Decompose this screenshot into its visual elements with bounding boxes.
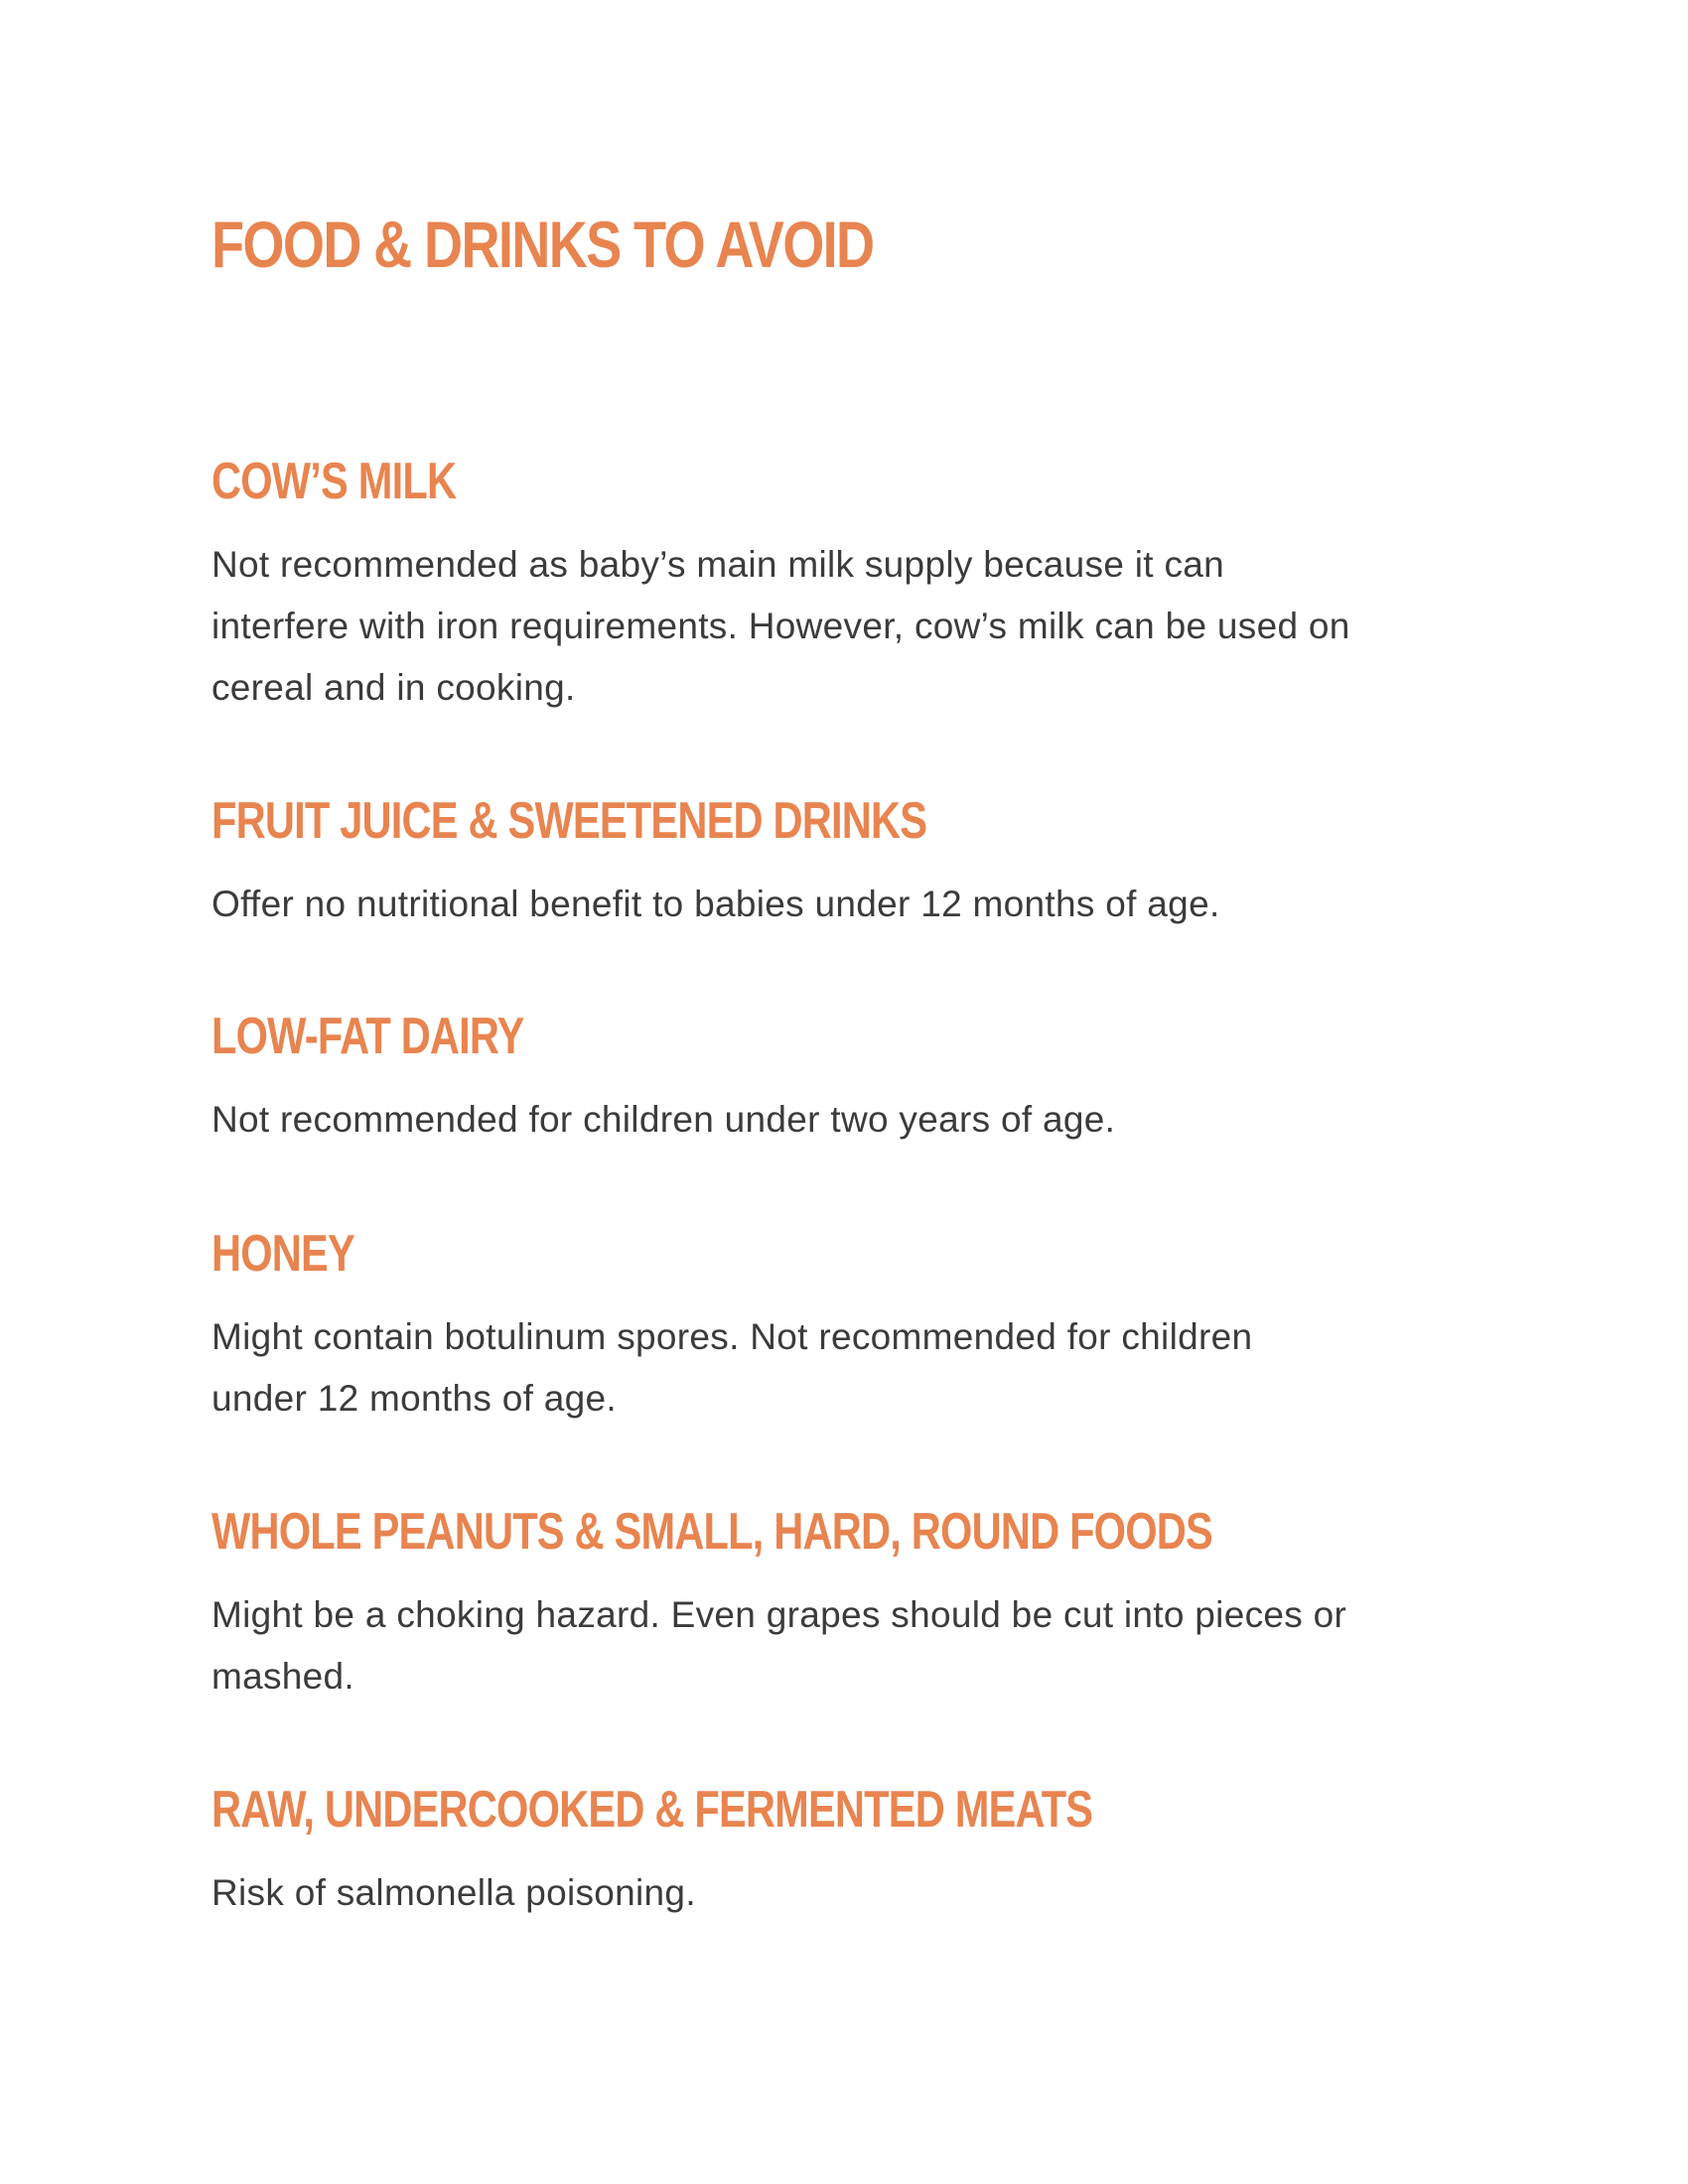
section-body <box>211 874 1482 935</box>
section-heading: HONEY <box>211 1225 354 1283</box>
section-whole-peanuts <box>211 1497 1482 1707</box>
section-honey <box>211 1219 1482 1430</box>
section-body <box>211 1584 1482 1707</box>
body-line: Might be a choking hazard. Even grapes should be cut into pieces or <box>211 1594 1347 1635</box>
body-line: under 12 months of age. <box>211 1378 618 1419</box>
section-body <box>211 534 1482 719</box>
body-line: Offer no nutritional benefit to babies under 12 months of age. <box>211 884 1220 924</box>
section-fruit-juice <box>211 786 1482 935</box>
body-line: Might contain botulinum spores. Not recommended for children <box>211 1316 1253 1357</box>
section-heading: WHOLE PEANUTS & SMALL, HARD, ROUND FOODS <box>211 1503 1212 1561</box>
body-line: interfere with iron requirements. However, cow’s milk can be used on <box>211 606 1350 646</box>
section-body <box>211 1306 1482 1430</box>
section-heading: LOW-FAT DAIRY <box>211 1008 524 1065</box>
section-raw-meats <box>211 1775 1482 1924</box>
section-low-fat-dairy <box>211 1002 1482 1151</box>
body-line: Not recommended for children under two years of age. <box>211 1099 1116 1140</box>
section-heading: FRUIT JUICE & SWEETENED DRINKS <box>211 792 927 850</box>
document-content <box>211 197 1482 1913</box>
body-line: Not recommended as baby’s main milk supply because it can <box>211 544 1225 585</box>
body-line: cereal and in cooking. <box>211 667 576 708</box>
section-heading: COW’S MILK <box>211 453 457 510</box>
body-line: mashed. <box>211 1656 355 1697</box>
section-body <box>211 1089 1482 1151</box>
page-title: FOOD & DRINKS TO AVOID <box>211 207 874 281</box>
section-cows-milk <box>211 447 1482 719</box>
section-heading: RAW, UNDERCOOKED & FERMENTED MEATS <box>211 1781 1093 1839</box>
body-line: Risk of salmonella poisoning. <box>211 1872 696 1913</box>
section-body <box>211 1862 1482 1924</box>
